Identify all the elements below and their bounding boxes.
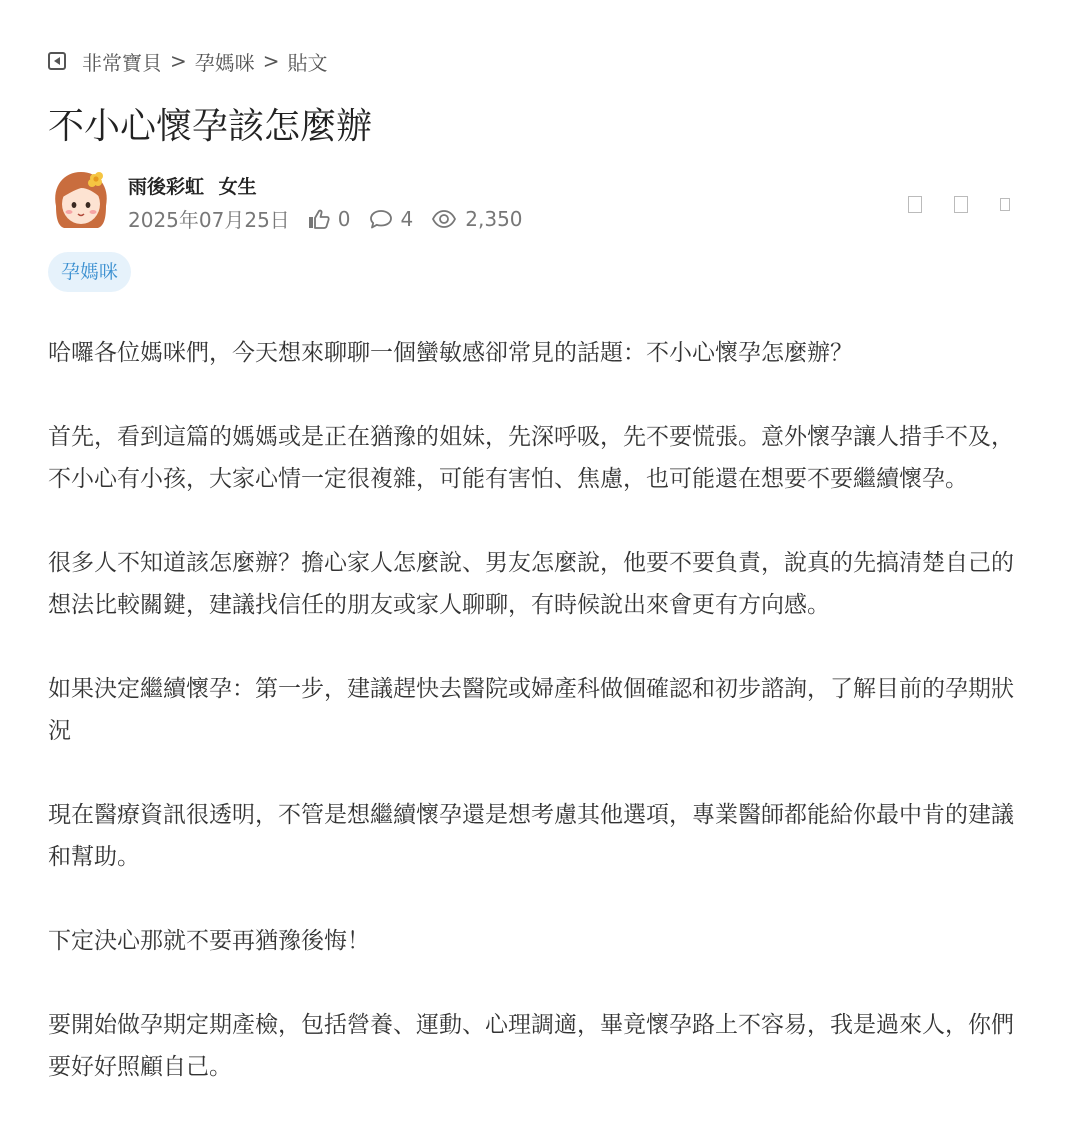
view-count: 2,350 (465, 206, 523, 231)
breadcrumb-separator: > (262, 49, 280, 73)
breadcrumb-item-category[interactable]: 孕媽咪 (194, 50, 255, 75)
post-date: 2025年07月25日 (128, 208, 290, 232)
post-paragraph: 首先，看到這篇的媽媽或是正在猶豫的姐妹，先深呼吸，先不要慌張。意外懷孕讓人措手不及，不小心有小孩，大家心情一定很複雜，可能有害怕、焦慮，也可能還在想要不要繼續懷孕。 (48, 424, 1014, 492)
avatar[interactable] (48, 166, 114, 232)
post-page (48, 0, 1028, 1080)
author-gender: 女生 (218, 176, 257, 198)
like-count: 0 (337, 206, 351, 231)
comment-count-item[interactable] (369, 207, 414, 231)
breadcrumb-item-post: 貼文 (287, 50, 328, 75)
post-paragraph: 很多人不知道該怎麼辦？擔心家人怎麼說、男友怎麼說，他要不要負責，說真的先搞清楚自己的想法比較關鍵，建議找信任的朋友或家人聊聊，有時候說出來會更有方向感。 (48, 550, 1014, 618)
comment-bubble-icon (369, 209, 393, 229)
post-actions (876, 196, 1010, 213)
post-body (48, 332, 1023, 1130)
author-name[interactable]: 雨後彩虹 (128, 176, 205, 198)
share-icon[interactable] (954, 196, 968, 213)
post-paragraph: 如果決定繼續懷孕：第一步，建議趕快去醫院或婦產科做個確認和初步諮詢，了解目前的孕期狀況 (48, 676, 1014, 744)
page-title: 不小心懷孕該怎麼辦 (48, 106, 373, 147)
author-line (128, 172, 257, 199)
like-count-item[interactable] (308, 207, 351, 231)
view-count-item (431, 207, 522, 231)
post-paragraph: 下定決心那就不要再猶豫後悔！ (48, 928, 370, 954)
breadcrumb-item-home[interactable]: 非常寶貝 (82, 50, 162, 75)
post-meta (128, 204, 541, 233)
back-arrow-icon[interactable] (48, 52, 66, 70)
author-row (48, 166, 1028, 236)
bookmark-icon[interactable] (908, 196, 922, 213)
eye-icon (431, 209, 457, 229)
thumbs-up-icon (308, 209, 330, 229)
more-options-icon[interactable] (1000, 198, 1010, 211)
category-tag[interactable]: 孕媽咪 (48, 252, 131, 292)
breadcrumb (48, 46, 328, 76)
post-paragraph: 要開始做孕期定期產檢，包括營養、運動、心理調適，畢竟懷孕路上不容易，我是過來人，你們要好好照顧自己。 (48, 1012, 1014, 1080)
breadcrumb-separator: > (170, 49, 187, 73)
post-paragraph: 哈囉各位媽咪們，今天想來聊聊一個蠻敏感卻常見的話題：不小心懷孕怎麼辦？ (48, 340, 853, 366)
comment-count: 4 (400, 206, 414, 231)
post-paragraph: 現在醫療資訊很透明，不管是想繼續懷孕還是想考慮其他選項，專業醫師都能給你最中肯的建議和幫助。 (48, 802, 1014, 870)
